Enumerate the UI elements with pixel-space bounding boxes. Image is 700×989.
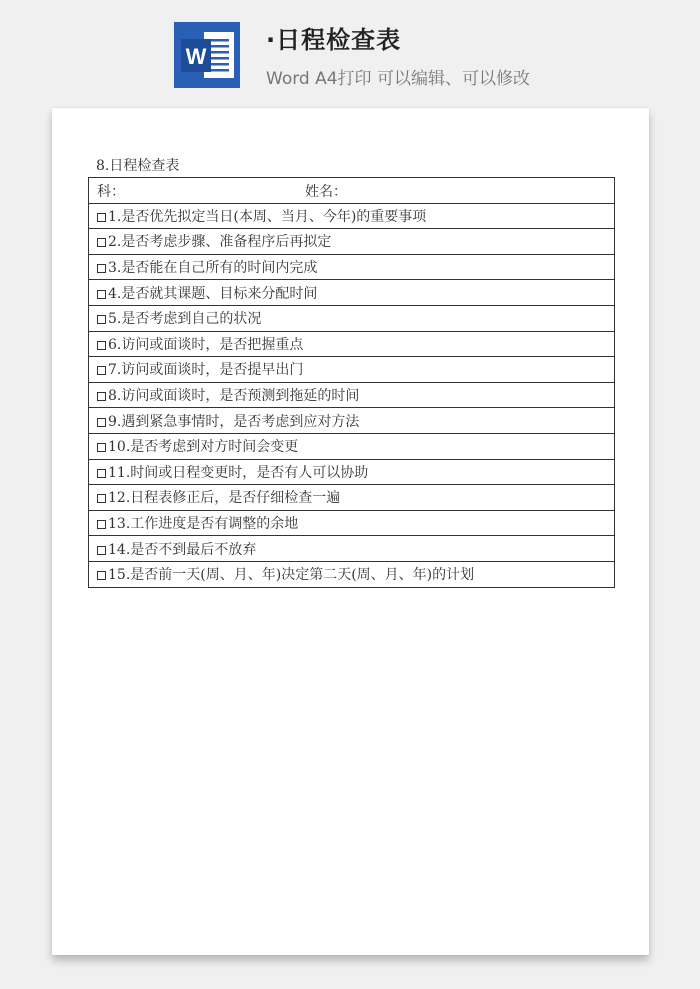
checkbox[interactable] bbox=[97, 238, 106, 247]
checklist-item-text: 3.是否能在自己所有的时间内完成 bbox=[108, 260, 318, 277]
checkbox[interactable] bbox=[97, 264, 106, 273]
checklist-cell bbox=[89, 561, 615, 587]
preview-header bbox=[0, 0, 700, 100]
checkbox[interactable] bbox=[97, 469, 106, 478]
checkbox[interactable] bbox=[97, 494, 106, 503]
checklist-cell bbox=[89, 203, 615, 229]
checkbox[interactable] bbox=[97, 571, 106, 580]
checklist-item-text: 4.是否就其课题、目标来分配时间 bbox=[108, 285, 318, 302]
checklist-cell bbox=[89, 433, 615, 459]
checklist-item-text: 5.是否考虑到自己的状况 bbox=[108, 311, 262, 328]
checklist-item-text: 14.是否不到最后不放弃 bbox=[108, 541, 257, 558]
document-title: ·日程检查表 bbox=[266, 26, 402, 54]
word-document-icon bbox=[174, 22, 240, 88]
checklist-cell bbox=[89, 280, 615, 306]
checklist-row bbox=[89, 408, 615, 434]
document-page bbox=[52, 108, 649, 955]
checkbox[interactable] bbox=[97, 213, 106, 222]
checklist-row bbox=[89, 305, 615, 331]
checklist-row bbox=[89, 280, 615, 306]
checklist-item-text: 13.工作进度是否有调整的余地 bbox=[108, 516, 299, 533]
checkbox[interactable] bbox=[97, 418, 106, 427]
checklist-row bbox=[89, 229, 615, 255]
checklist-item-text: 8.访问或面谈时，是否预测到拖延的时间 bbox=[108, 388, 360, 405]
checkbox[interactable] bbox=[97, 366, 106, 375]
checkbox[interactable] bbox=[97, 443, 106, 452]
checklist-cell bbox=[89, 459, 615, 485]
checklist-item-text: 11.时间或日程变更时，是否有人可以协助 bbox=[108, 464, 369, 481]
checkbox[interactable] bbox=[97, 392, 106, 401]
checklist-row bbox=[89, 536, 615, 562]
checklist-row bbox=[89, 485, 615, 511]
checkbox[interactable] bbox=[97, 546, 106, 555]
checklist-item-text: 10.是否考虑到对方时间会变更 bbox=[108, 439, 299, 456]
checklist-cell bbox=[89, 536, 615, 562]
header-fields-row bbox=[89, 178, 615, 204]
checklist-row bbox=[89, 433, 615, 459]
checkbox[interactable] bbox=[97, 290, 106, 299]
checklist-cell bbox=[89, 357, 615, 383]
checklist-cell bbox=[89, 254, 615, 280]
checklist-row bbox=[89, 203, 615, 229]
schedule-checklist-table bbox=[88, 177, 615, 588]
department-label: 科： bbox=[97, 184, 125, 200]
checklist-item-text: 6.访问或面谈时，是否把握重点 bbox=[108, 336, 304, 353]
checklist-cell bbox=[89, 510, 615, 536]
document-subtitle: Word A4打印 可以编辑、可以修改 bbox=[266, 69, 530, 89]
checklist-item-text: 7.访问或面谈时，是否提早出门 bbox=[108, 362, 304, 379]
checklist-row bbox=[89, 510, 615, 536]
form-title: 8.日程检查表 bbox=[96, 158, 180, 174]
svg-text:W: W bbox=[185, 44, 207, 69]
checkbox[interactable] bbox=[97, 341, 106, 350]
checklist-item-text: 2.是否考虑步骤、准备程序后再拟定 bbox=[108, 234, 332, 251]
checklist-row bbox=[89, 459, 615, 485]
checklist-cell bbox=[89, 331, 615, 357]
checklist-cell bbox=[89, 408, 615, 434]
checklist-cell bbox=[89, 485, 615, 511]
checkbox[interactable] bbox=[97, 315, 106, 324]
checklist-row bbox=[89, 382, 615, 408]
checklist-cell bbox=[89, 382, 615, 408]
checklist-item-text: 15.是否前一天(周、月、年)决定第二天(周、月、年)的计划 bbox=[108, 567, 475, 584]
checklist-item-text: 12.日程表修正后，是否仔细检查一遍 bbox=[108, 490, 341, 507]
checklist-row bbox=[89, 331, 615, 357]
checklist-cell bbox=[89, 229, 615, 255]
checklist-row bbox=[89, 254, 615, 280]
checklist-item-text: 1.是否优先拟定当日(本周、当月、今年)的重要事项 bbox=[108, 208, 427, 225]
checklist-row bbox=[89, 357, 615, 383]
name-label: 姓名： bbox=[305, 184, 347, 200]
header-fields-cell bbox=[89, 178, 615, 204]
checkbox[interactable] bbox=[97, 520, 106, 529]
checklist-item-text: 9.遇到紧急事情时，是否考虑到应对方法 bbox=[108, 413, 360, 430]
checklist-row bbox=[89, 561, 615, 587]
checklist-cell bbox=[89, 305, 615, 331]
